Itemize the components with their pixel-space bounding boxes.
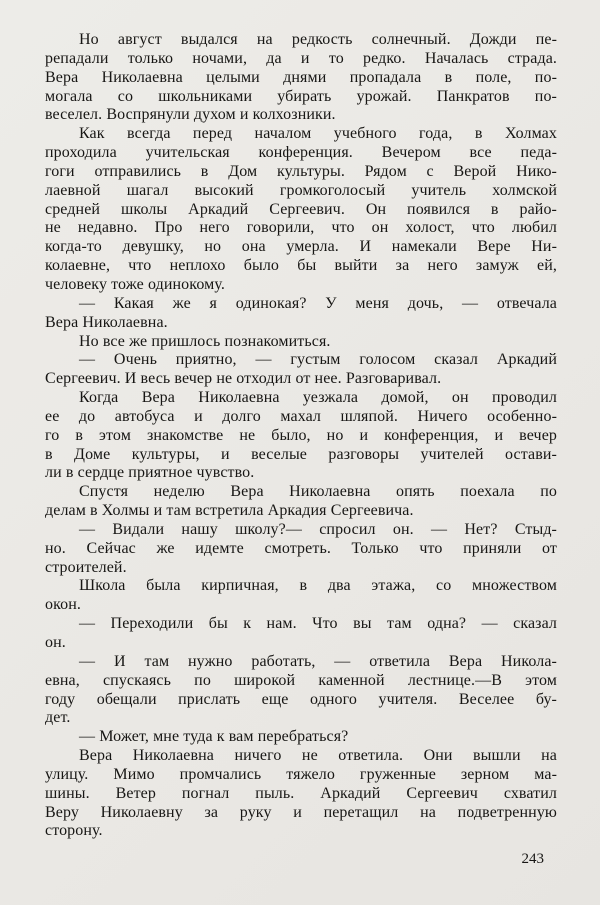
text-line: ее до автобуса и долго махал шляпой. Ничего особенно- bbox=[45, 407, 557, 425]
text-line: году обещали прислать еще одного учителя. Веселее бу- bbox=[45, 690, 557, 708]
text-line: строителей. bbox=[45, 558, 127, 576]
text-line: человеку тоже одинокому. bbox=[45, 275, 225, 293]
paragraph bbox=[45, 615, 557, 653]
text-line: когда-то девушку, но она умерла. И намекали Вере Ни- bbox=[45, 238, 557, 256]
text-line: Но все же пришлось познакомиться. bbox=[79, 332, 331, 350]
text-line: — Может, мне туда к вам перебраться? bbox=[79, 728, 349, 746]
text-line: дет. bbox=[45, 709, 71, 727]
text-line: — Переходили бы к нам. Что вы там одна? — сказал bbox=[79, 615, 557, 633]
text-line: окон. bbox=[45, 596, 82, 614]
paragraph bbox=[45, 728, 557, 747]
text-line: — И там нужно работать, — ответила Вера Никола- bbox=[79, 652, 557, 670]
text-line: шины. Ветер погнал пыль. Аркадий Сергеевич схватил bbox=[45, 784, 557, 802]
text-line: репадали только ночами, да и то редко. Началась страда. bbox=[45, 49, 557, 67]
text-line: он. bbox=[45, 634, 66, 651]
text-line: — Видали нашу школу?— спросил он. — Нет? Стыд- bbox=[79, 520, 557, 538]
text-line: но. Сейчас же идемте смотреть. Только что приняли от bbox=[45, 539, 557, 557]
text-line: колаевне, что неплохо было бы выйти за него замуж ей, bbox=[45, 257, 557, 275]
paragraph bbox=[45, 747, 557, 841]
text-line: — Какая же я одинокая? У меня дочь, — отвечала bbox=[79, 294, 557, 312]
paragraph bbox=[45, 577, 557, 615]
paragraph bbox=[45, 31, 557, 125]
paragraph bbox=[45, 125, 557, 295]
paragraph bbox=[45, 295, 557, 333]
text-line: веселел. Воспрянули духом и колхозники. bbox=[45, 106, 336, 124]
text-line: евна, спускаясь по широкой каменной лестнице.—В этом bbox=[45, 671, 557, 689]
text-line: Веру Николаевну за руку и перетащил на подветренную bbox=[45, 803, 557, 821]
text-line: сторону. bbox=[45, 822, 103, 840]
text-line: улицу. Мимо промчались тяжело груженные зерном ма- bbox=[45, 765, 557, 783]
paragraph bbox=[45, 389, 557, 483]
text-line: Когда Вера Николаевна уезжала домой, он проводил bbox=[79, 389, 557, 407]
paragraph bbox=[45, 351, 557, 389]
text-line: го в этом знакомстве не было, но и конференция, и вечер bbox=[45, 426, 557, 444]
text-line: гоги отправились в Дом культуры. Рядом с Верой Нико- bbox=[45, 162, 557, 180]
paragraph bbox=[45, 333, 557, 352]
text-line: средней школы Аркадий Сергеевич. Он появился в райо- bbox=[45, 200, 557, 218]
paragraph bbox=[45, 653, 557, 728]
paragraph bbox=[45, 521, 557, 578]
page-number: 243 bbox=[521, 851, 544, 867]
text-line: Сергеевич. И весь вечер не отходил от нее. Разговаривал. bbox=[45, 370, 442, 388]
text-line: Спустя неделю Вера Николаевна опять поехала по bbox=[79, 483, 557, 501]
text-line: — Очень приятно, — густым голосом сказал Аркадий bbox=[79, 351, 557, 369]
text-line: Как всегда перед началом учебного года, в Холмах bbox=[79, 125, 557, 143]
text-line: ли в сердце приятное чувство. bbox=[45, 464, 255, 482]
text-line: могала со школьниками убирать урожай. Панкратов по- bbox=[45, 87, 557, 105]
text-line: делам в Холмы и там встретила Аркадия Сергеевича. bbox=[45, 502, 414, 520]
text-line: Школа была кирпичная, в два этажа, со множеством bbox=[79, 577, 557, 595]
text-line: Вера Николаевна. bbox=[45, 313, 168, 331]
paragraph bbox=[45, 483, 557, 521]
text-line: в Доме культуры, и веселые разговоры учителей остави- bbox=[45, 445, 557, 463]
text-line: Вера Николаевна целыми днями пропадала в поле, по- bbox=[45, 68, 557, 86]
text-line: не недавно. Про него говорили, что он холост, что любил bbox=[45, 219, 557, 237]
text-line: лаевной шагал высокий громкоголосый учитель холмской bbox=[45, 181, 557, 199]
text-line: Вера Николаевна ничего не ответила. Они вышли на bbox=[79, 747, 557, 765]
text-block bbox=[45, 31, 557, 841]
text-line: проходила учительская конференция. Вечером все педа- bbox=[45, 144, 557, 162]
text-line: Но август выдался на редкость солнечный. Дожди пе- bbox=[79, 31, 557, 48]
